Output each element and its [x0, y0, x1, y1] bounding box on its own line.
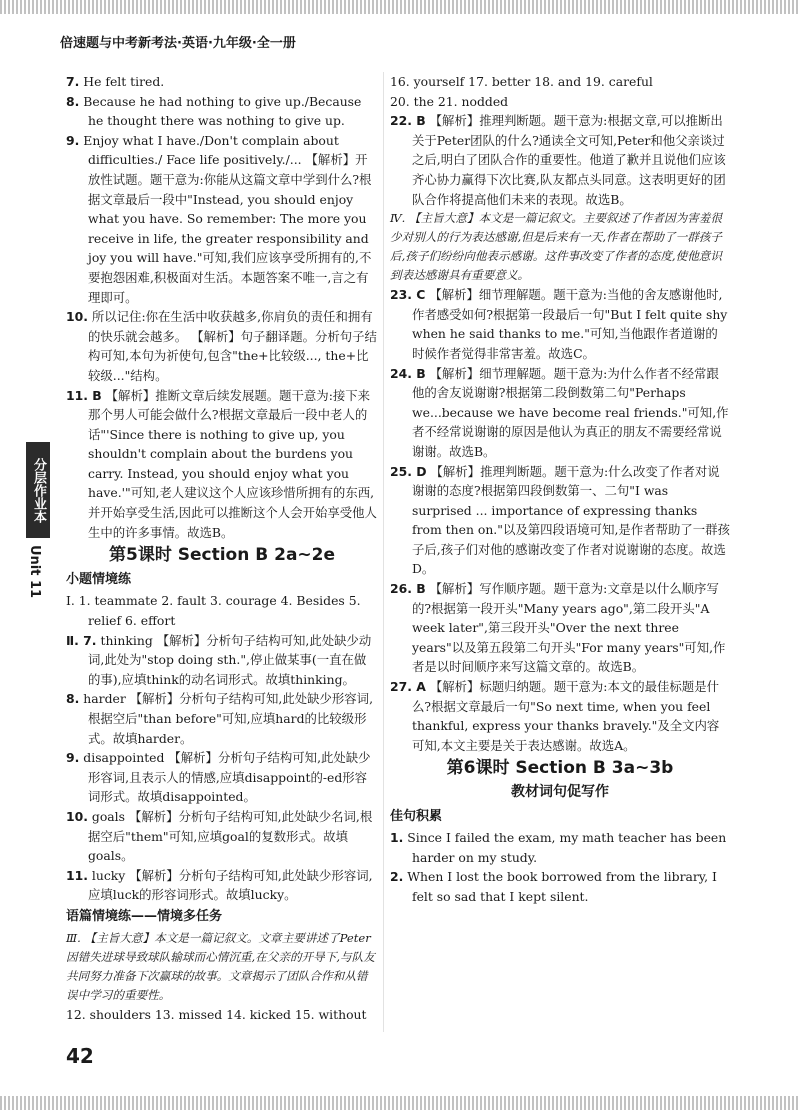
- answer-item: 22. B 【解析】推理判断题。题干意为:根据文章,可以推断出关于Peter团队的什么?通读全文可知,Peter和他父亲谈过之后,明白了团队合作的重要性。他道了歉并且说他们应该齐心协力赢得下次比赛,队友都点头同意。这表明更好的团队合作将提高他们未来的表现。故选B。: [390, 113, 726, 207]
- answer-item: 8. Because he had nothing to give up./Because he thought there was nothing to give up.: [66, 93, 362, 129]
- unit-label: Unit 11: [27, 545, 42, 599]
- side-tab: 分层作业本: [26, 442, 50, 538]
- answer-item: 26. B 【解析】写作顺序题。题干意为:文章是以什么顺序写的?根据第一段开头"Many years ago",第二段开头"A week later",第三段开头"Over the next three years"以及第五段第二句开头"For many years"可知,作者是以时间顺序来写这篇文章的。故选B。: [390, 581, 726, 675]
- answer-item: 11. B 【解析】推断文章后续发展题。题干意为:接下来那个男人可能会做什么?根据文章最后一段中老人的话"'Since there is nothing to give up, you shouldn't complain about the burdens you carry. Instead, you should enjoy what you have.'"可知,老人建议这个人应该珍惜所拥有的东西,并开始享受生活,因此可以推断这个人会开始享受他人生中的许多事情。故选B。: [66, 387, 377, 540]
- answer-item: Ⅱ. 7. thinking 【解析】分析句子结构可知,此处缺少动词,此处为"stop doing sth.",停止做某事(一直在做的事),应填think的动名词形式。故填thinking。: [66, 632, 372, 687]
- answer-line: 20. the 21. nodded: [390, 93, 509, 109]
- answer-item: 9. disappointed 【解析】分析句子结构可知,此处缺少形容词,且表示人的情感,应填disappoint的-ed形容词形式。故填disappointed。: [66, 750, 371, 805]
- summary-paragraph: Ⅲ. 【主旨大意】本文是一篇记叙文。文章主要讲述了Peter因错失进球导致球队输球而心情沉重,在父亲的开导下,与队友共同努力准备下次赢球的故事。文章揭示了团队合作和从错误中学习的重要性。: [66, 930, 375, 1002]
- bottom-border: [0, 1096, 800, 1110]
- center-heading: 教材词句促写作: [511, 784, 609, 800]
- answer-item: Ⅰ. 1. teammate 2. fault 3. courage 4. Besides 5. relief 6. effort: [66, 593, 361, 629]
- page-header: 倍速题与中考新考法·英语·九年级·全一册: [60, 36, 296, 51]
- answer-item: 27. A 【解析】标题归纳题。题干意为:本文的最佳标题是什么?根据文章最后一句"So next time, when you feel thankful, express your thanks bravely."及全文内容可知,本文主要是关于表达感谢。故选A。: [390, 679, 720, 753]
- answer-item: 7. He felt tired.: [66, 74, 165, 89]
- answer-item: 9. Enjoy what I have./Don't complain about difficulties./ Face life positively./... 【解析】开放性试题。题干意为:你能从这篇文章中学到什么?根据文章最后一段中"Instead, you should enjoy what you have. So remember: The more you receive in life, the greater responsibility and joy you will have."可知,我们应该享受所拥有的,不要抱怨困难,积极面对生活。本题答案不唯一,言之有理即可。: [66, 132, 372, 305]
- left-column: [66, 72, 378, 1024]
- page-number: 42: [66, 1044, 94, 1068]
- top-border: [0, 0, 800, 14]
- answer-item: 23. C 【解析】细节理解题。题干意为:当他的舍友感谢他时,作者感受如何?根据第一段最后一句"But I felt quite shy when he said thanks to me."可知,当他跟作者道谢的时候作者觉得非常害羞。故选C。: [390, 287, 728, 361]
- answer-item: 25. D 【解析】推理判断题。题干意为:什么改变了作者对说谢谢的态度?根据第四段倒数第一、二句"I was surprised ... importance of expressing thanks from then on."以及第四段语境可知,是作者帮助了一群孩子后,孩子们对他的感谢改变了作者对说谢谢的态度。故选D。: [390, 463, 730, 577]
- sub-heading: 佳句积累: [390, 808, 443, 824]
- answer-item: 8. harder 【解析】分析句子结构可知,此处缺少形容词,根据空后"than before"可知,应填hard的比较级形式。故填harder。: [66, 691, 374, 746]
- section-title: 第6课时 Section B 3a~3b: [446, 758, 674, 779]
- column-divider: [383, 72, 384, 1032]
- sub-heading: 小题情境练: [66, 571, 132, 587]
- right-column: [390, 72, 730, 907]
- answer-item: 10. goals 【解析】分析句子结构可知,此处缺少名词,根据空后"them"可知,应填goal的复数形式。故填goals。: [66, 808, 373, 864]
- answer-line: 12. shoulders 13. missed 14. kicked 15. without: [66, 1006, 367, 1022]
- summary-paragraph: Ⅳ. 【主旨大意】本文是一篇记叙文。主要叙述了作者因为害羞很少对别人的行为表达感谢,但是后来有一天,作者在帮助了一群孩子后,孩子们纷纷向他表示感谢。这件事改变了作者的态度,使他意识到表达感谢具有重要意义。: [390, 211, 722, 283]
- answer-item: 10. 所以记住:你在生活中收获越多,你肩负的责任和拥有的快乐就会越多。 【解析】句子翻译题。分析句子结构可知,本句为祈使句,包含"the+比较级..., the+比较级..."结构。: [66, 309, 377, 383]
- sub-heading: 语篇情境练——情境多任务: [66, 908, 223, 924]
- answer-item: 1. Since I failed the exam, my math teacher has been harder on my study.: [390, 830, 727, 865]
- answer-item: 2. When I lost the book borrowed from the library, I felt so sad that I kept silent.: [390, 869, 717, 904]
- answer-item: 24. B 【解析】细节理解题。题干意为:为什么作者不经常跟他的舍友说谢谢?根据第二段倒数第二句"Perhaps we...because we have become real friends."可知,作者不经常说谢谢的原因是他认为真正的朋友不需要经常说谢谢。故选B。: [390, 365, 729, 459]
- section-title: 第5课时 Section B 2a~2e: [108, 545, 336, 566]
- answer-item: 11. lucky 【解析】分析句子结构可知,此处缺少形容词,应填luck的形容词形式。故填lucky。: [66, 867, 373, 903]
- answer-line: 16. yourself 17. better 18. and 19. careful: [390, 74, 653, 89]
